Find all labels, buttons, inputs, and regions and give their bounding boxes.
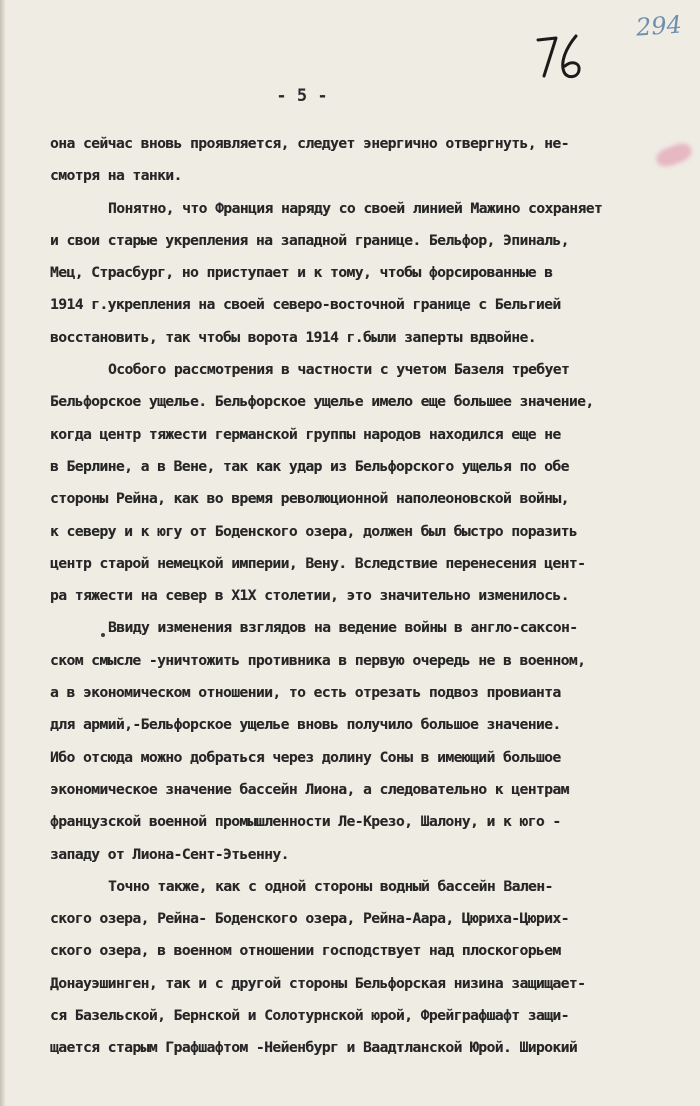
typed-text-body [50,128,672,1065]
text-line: к северу и к югу от Боденского озера, должен был быстро поразить [50,522,578,540]
archive-page-number: 294 [635,10,683,42]
paragraph-2 [50,193,672,354]
paragraph-1 [50,128,672,193]
text-line: щается старым Графшафтом -Нейенбург и Ваадтланской Юрой. Широкий [50,1039,578,1057]
text-line: Донауэшинген, так и с другой стороны Бельфорская низина защищает- [50,974,586,992]
text-line: ского озера, в военном отношении господствует над плоскогорьем [50,942,561,960]
text-line: 1914 г.укрепления на своей северо-восточной границе с Бельгией [50,296,561,314]
text-line: Ибо отсюда можно добраться через долину Соны в имеющий большое [50,748,561,766]
text-line: западу от Лиона-Сент-Этьенну. [50,845,289,863]
paragraph-3 [50,354,672,612]
text-line: когда центр тяжести германской группы народов находился еще не [50,425,561,443]
text-line: ра тяжести на север в Х1Х столетии, это значительно изменилось. [50,587,569,605]
paragraph-4 [50,612,672,870]
text-line: стороны Рейна, как во время революционной наполеоновской войны, [50,490,569,508]
text-line: Особого рассмотрения в частности с учетом Базеля требует [108,361,570,379]
text-line: смотря на танки. [50,167,182,185]
text-line: восстановить, так чтобы ворота 1914 г.были заперты вдвойне. [50,328,536,346]
page-edge-shadow [0,0,6,1106]
text-line: Понятно, что Франция наряду со своей линией Мажино сохраняет [108,199,603,217]
text-line: Точно также, как с одной стороны водный бассейн Вален- [108,877,553,895]
text-line: французской военной промышленности Ле-Крезо, Шалону, и к юго - [50,813,561,831]
text-line: ском смысле -уничтожить противника в первую очередь не в военном, [50,651,586,669]
text-line: Мец, Страсбург, но приступает и к тому, чтобы форсированные в [50,264,553,282]
text-line: она сейчас вновь проявляется, следует энергично отвергнуть, не- [50,135,569,152]
text-line: ся Базельской, Бернской и Солотурнской юрой, Фрейграфшафт защи- [50,1007,569,1025]
text-line: экономическое значение бассейн Лиона, а следовательно к центрам [50,780,569,798]
page-number: - 5 - [276,86,328,106]
paragraph-5 [50,871,672,1065]
text-line: для армий,-Бельфорское ущелье вновь получило большое значение. [50,716,561,734]
text-line: центр старой немецкой империи, Вену. Вследствие перенесения цент- [50,554,586,572]
text-line: ского озера, Рейна- Боденского озера, Рейна-Аара, Цюриха-Цюрих- [50,910,569,928]
text-line: Бельфорское ущелье. Бельфорское ущелье имело еще большее значение, [50,393,594,411]
text-line: а в экономическом отношении, то есть отрезать подвоз провианта [50,684,561,702]
text-line: и свои старые укрепления на западной границе. Бельфор, Эпиналь, [50,231,569,249]
text-line: Ввиду изменения взглядов на ведение войны в англо-саксон- [108,619,578,637]
text-line: в Берлине, а в Вене, так как удар из Бельфорского ущелья по обе [50,457,569,475]
handwritten-folio-number [532,26,592,86]
